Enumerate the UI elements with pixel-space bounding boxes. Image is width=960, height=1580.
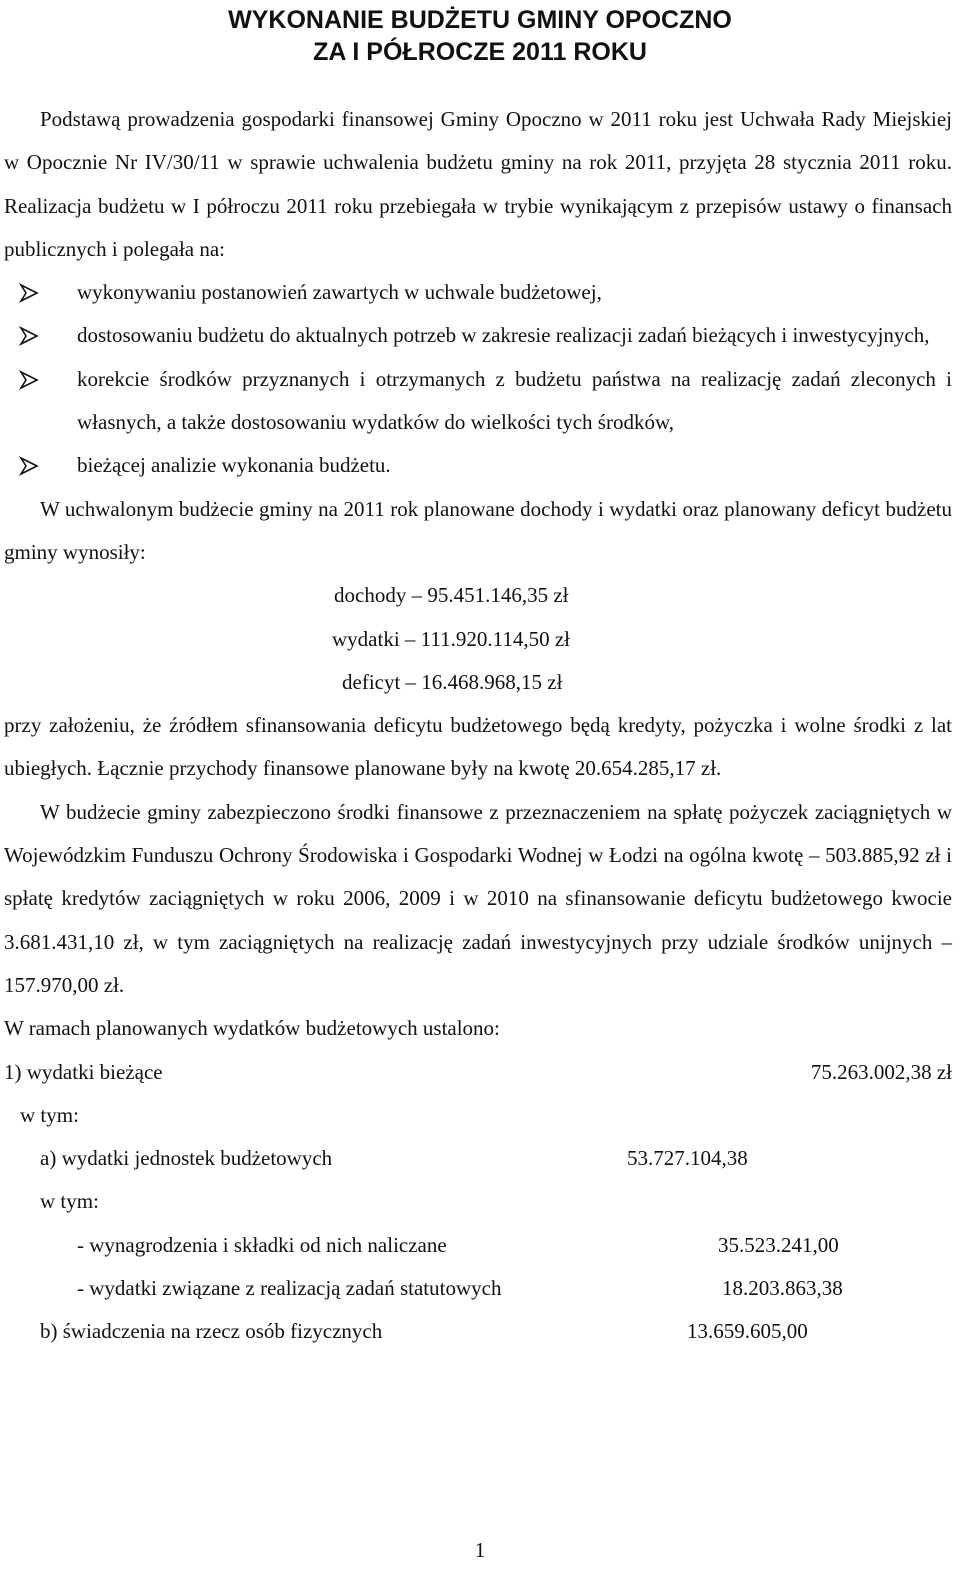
arrowhead-bullet-icon — [18, 444, 40, 487]
bullet-list — [4, 271, 952, 487]
intro-paragraph: Podstawą prowadzenia gospodarki finansowej Gminy Opoczno w 2011 roku jest Uchwała Rady Miejskiej w Opocznie Nr IV/30/11 w sprawie uchwalenia budżetu gminy na rok 2011, przyjęta 28 stycznia 2011 roku. Realizacja budżetu w I półroczu 2011 roku przebiegała w trybie wynikającym z przepisów ustawy o finansach publicznych i polegała na: — [4, 107, 952, 261]
list-item — [4, 358, 952, 445]
expense-row-current — [4, 1051, 952, 1094]
plan-expenses: wydatki – 111.920.114,50 zł — [332, 626, 570, 651]
expense-label: b) świadczenia na rzecz osób fizycznych — [40, 1319, 383, 1344]
expense-label: a) wydatki jednostek budżetowych — [40, 1146, 333, 1171]
expense-label: - wydatki związane z realizacją zadań statutowych — [77, 1276, 502, 1301]
expense-row-statutory — [4, 1267, 952, 1310]
arrowhead-bullet-icon — [18, 358, 40, 401]
loans-paragraph: W budżecie gminy zabezpieczono środki finansowe z przeznaczeniem na spłatę pożyczek zaciągniętych w Wojewódzkim Funduszu Ochrony Środowiska i Gospodarki Wodnej w Łodzi na ogólna kwotę – 503.885,92 zł i spłatę kredytów zaciągniętych w roku 2006, 2009 i w 2010 na sfinansowanie deficytu budżetowego kwocie 3.681.431,10 zł, w tym zaciągniętych na realizację zadań inwestycyjnych przy udziale środków unijnych – 157.970,00 zł. — [4, 799, 952, 997]
expense-value: 35.523.241,00 — [718, 1232, 839, 1257]
expense-value: 53.727.104,38 — [627, 1146, 748, 1171]
arrowhead-bullet-icon — [18, 314, 40, 357]
list-item — [4, 314, 952, 357]
list-item — [4, 271, 952, 314]
list-item — [4, 444, 952, 487]
in-which-row — [4, 1180, 952, 1223]
in-which-label: w tym: — [20, 1102, 79, 1127]
bullet-text: dostosowaniu budżetu do aktualnych potrzeb w zakresie realizacji zadań bieżących i inwestycyjnych, — [77, 323, 930, 348]
expense-value: 75.263.002,38 zł — [810, 1059, 952, 1084]
deficit-financing-paragraph: przy założeniu, że źródłem sfinansowania deficytu budżetowego będą kredyty, pożyczka i wolne środki z lat ubiegłych. Łącznie przychody finansowe planowane były na kwotę 20.654.285,17 zł. — [4, 713, 952, 781]
expense-label: 1) wydatki bieżące — [4, 1059, 163, 1084]
expense-value: 18.203.863,38 — [722, 1276, 843, 1301]
expense-row-benefits — [4, 1310, 952, 1353]
plan-income: dochody – 95.451.146,35 zł — [334, 583, 569, 608]
in-which-label: w tym: — [40, 1189, 99, 1214]
bullet-text: bieżącej analizie wykonania budżetu. — [77, 453, 391, 478]
bullet-text: korekcie środków przyznanych i otrzymanych z budżetu państwa na realizację zadań zleconych i własnych, a także dostosowaniu wydatków do wielkości tych środków, — [77, 366, 952, 435]
expenses-intro: W ramach planowanych wydatków budżetowych ustalono: — [4, 1016, 500, 1041]
in-which-row — [4, 1094, 952, 1137]
page-number: 1 — [474, 1538, 486, 1562]
expense-value: 13.659.605,00 — [687, 1319, 808, 1344]
expense-label: - wynagrodzenia i składki od nich naliczane — [77, 1232, 447, 1257]
plan-deficit: deficyt – 16.468.968,15 zł — [342, 669, 563, 694]
arrowhead-bullet-icon — [18, 271, 40, 314]
document-title-line2: ZA I PÓŁROCZE 2011 ROKU — [313, 38, 647, 66]
bullet-text: wykonywaniu postanowień zawartych w uchwale budżetowej, — [77, 280, 602, 305]
plan-intro-paragraph: W uchwalonym budżecie gminy na 2011 rok planowane dochody i wydatki oraz planowany deficyt budżetu gminy wynosiły: — [4, 496, 952, 564]
document-body — [4, 98, 952, 1354]
expense-row-units — [4, 1137, 952, 1180]
expense-row-salaries — [4, 1224, 952, 1267]
document-title-line1: WYKONANIE BUDŻETU GMINY OPOCZNO — [228, 6, 732, 34]
